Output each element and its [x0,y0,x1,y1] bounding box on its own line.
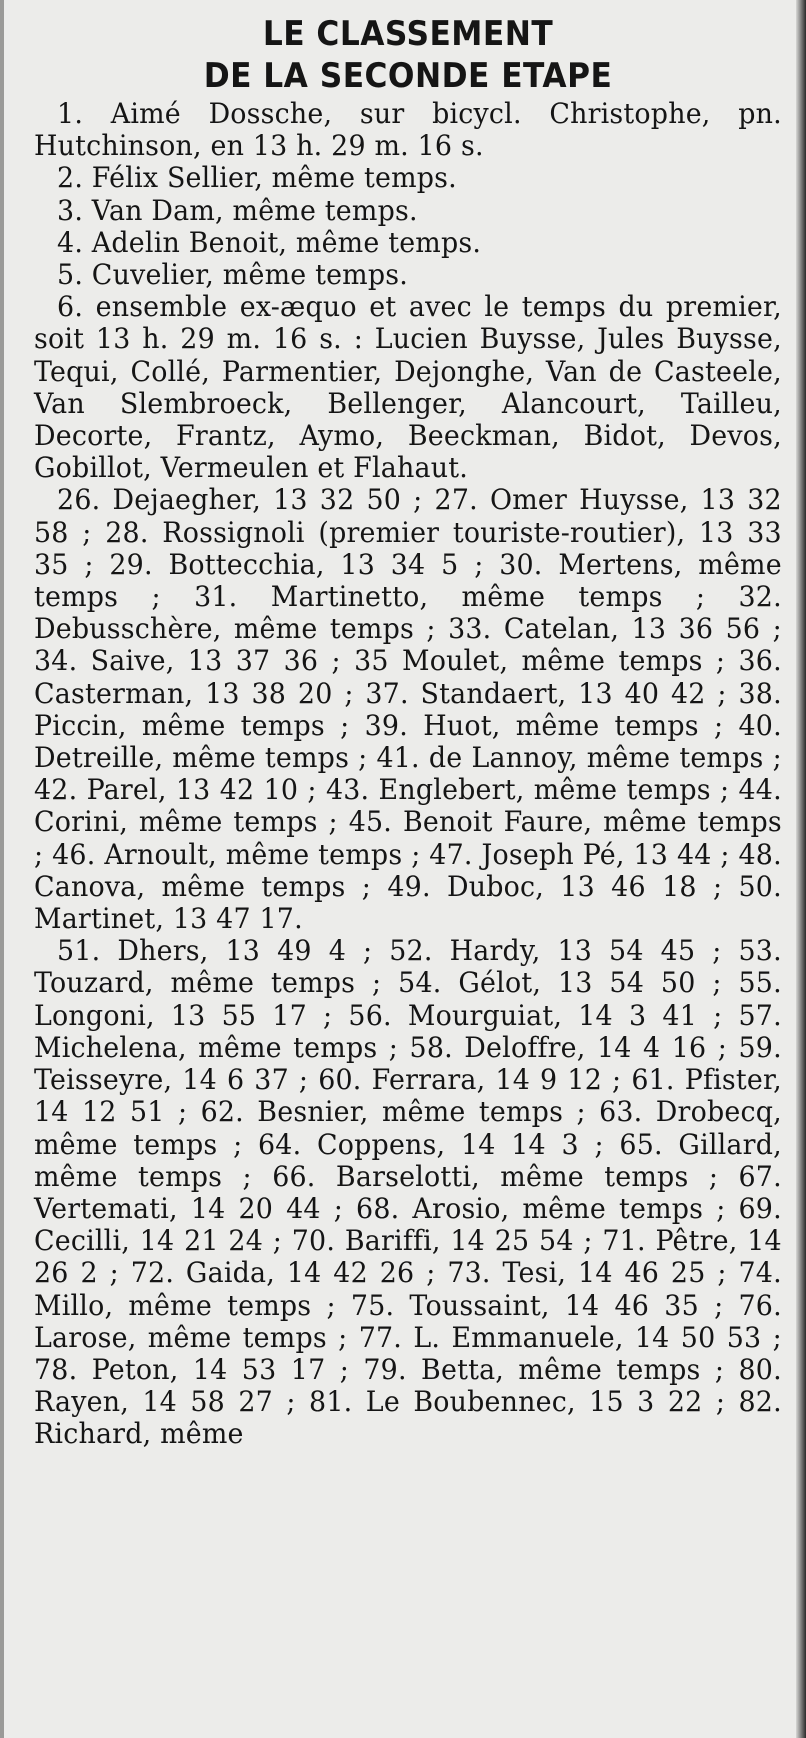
article-column [34,14,782,1451]
classement-entry-5: 5. Cuvelier, même temps. [57,258,408,292]
classement-entry-4: 4. Adelin Benoit, même temps. [57,225,482,259]
classement-paragraph-51-82: 51. Dhers, 13 49 4 ; 52. Hardy, 13 54 45 ; 53. Touzard, même temps ; 54. Gélot, 13 54 50 ; 55. Longoni, 13 55 17 ; 56. Mourguiat, 14 3 41 ; 57. Michelena, même temps ; 58. Deloffre, 14 4 16 ; 59. Teisseyre, 14 6 37 ; 60. Ferrara, 14 9 12 ; 61. Pfister, 14 12 51 ; 62. Besnier, même temps ; 63. Drobecq, même temps ; 64. Coppens, 14 14 3 ; 65. Gillard, même temps ; 66. Barselotti, même temps ; 67. Vertemati, 14 20 44 ; 68. Arosio, même temps ; 69. Cecilli, 14 21 24 ; 70. Bariffi, 14 25 54 ; 71. Pêtre, 14 26 2 ; 72. Gaida, 14 42 26 ; 73. Tesi, 14 46 25 ; 74. Millo, même temps ; 75. Toussaint, 14 46 35 ; 76. Larose, même temps ; 77. L. Emmanuele, 14 50 53 ; 78. Peton, 14 53 17 ; 79. Betta, même temps ; 80. Rayen, 14 58 27 ; 81. Le Boubennec, 15 3 22 ; 82. Richard, même [34,934,782,1451]
right-page-edge [796,0,806,1738]
headline-line-2: DE LA SECONDE ETAPE [203,56,613,96]
classement-paragraph-26-50: 26. Dejaegher, 13 32 50 ; 27. Omer Huysse, 13 32 58 ; 28. Rossignoli (premier touriste-routier), 13 33 35 ; 29. Bottecchia, 13 34 5 ; 30. Mertens, même temps ; 31. Martinetto, même temps ; 32. Debusschère, même temps ; 33. Catelan, 13 36 56 ; 34. Saive, 13 37 36 ; 35 Moulet, même temps ; 36. Casterman, 13 38 20 ; 37. Standaert, 13 40 42 ; 38. Piccin, même temps ; 39. Huot, même temps ; 40. Detreille, même temps ; 41. de Lannoy, même temps ; 42. Parel, 13 42 10 ; 43. Englebert, même temps ; 44. Corini, même temps ; 45. Benoit Faure, même temps ; 46. Arnoult, même temps ; 47. Joseph Pé, 13 44 ; 48. Canova, même temps ; 49. Duboc, 13 46 18 ; 50. Martinet, 13 47 17. [34,483,782,936]
classement-entry-6-group: 6. ensemble ex-æquo et avec le temps du premier, soit 13 h. 29 m. 16 s. : Lucien Buysse, Jules Buysse, Tequi, Collé, Parmentier, Dejonghe, Van de Casteele, Van Slembroeck, Bellenger, Alancourt, Tailleu, Decorte, Frantz, Aymo, Beeckman, Bidot, Devos, Gobillot, Vermeulen et Flahaut. [34,290,782,485]
classement-entry-1: 1. Aimé Dossche, sur bicycl. Christophe, pn. Hutchinson, en 13 h. 29 m. 16 s. [34,97,782,163]
classement-entry-2: 2. Félix Sellier, même temps. [57,161,457,195]
left-page-edge [0,0,4,1738]
headline-line-1: LE CLASSEMENT [262,14,554,54]
classement-entry-3: 3. Van Dam, même temps. [57,193,418,227]
